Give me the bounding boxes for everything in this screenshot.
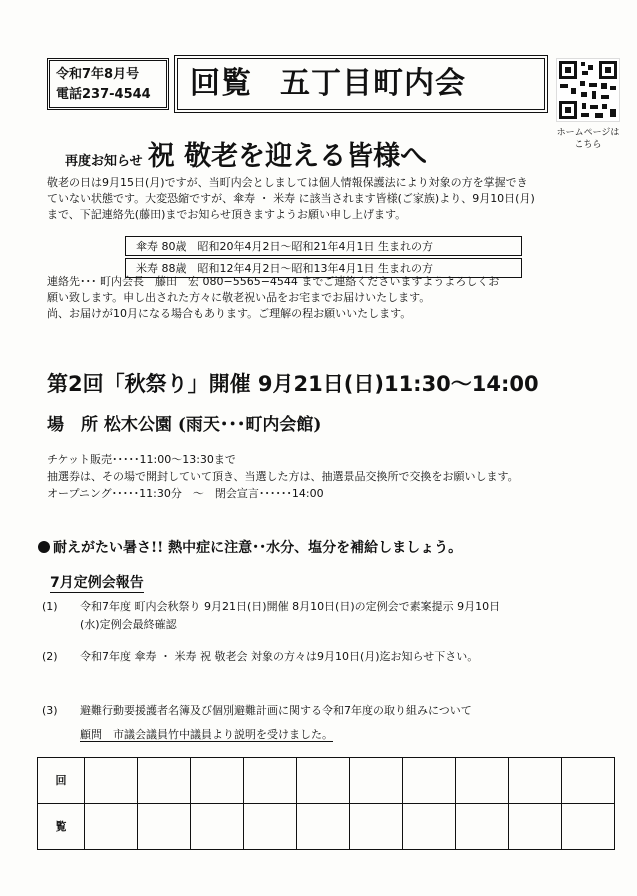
stamp-cell[interactable] [508, 758, 561, 804]
detail-line: オープニング･････11:30分 〜 閉会宣言･･････14:00 [47, 487, 324, 500]
stamp-cell[interactable] [296, 758, 349, 804]
stamp-cell[interactable] [296, 804, 349, 850]
item-line-underlined: 顧問 市議会議員竹中議員より説明を受けました。 [80, 728, 333, 741]
detail-line: 抽選券は、その場で開封していて頂き、当選した方は、抽選景品交換所で交換をお願いします。 [47, 470, 519, 483]
qr-caption-line-1: ホームページは [556, 128, 620, 138]
notice-line: ていない状態です。大変恐縮ですが、傘寿 ・ 米寿 に該当されます皆様(ご家族)より、9月10日(月) [47, 192, 535, 205]
headline [65, 134, 427, 173]
stamp-cell[interactable] [84, 758, 137, 804]
item-number: (2) [42, 650, 58, 663]
stamp-cell[interactable] [137, 758, 190, 804]
contact-line: 連絡先･･･ 町内会長 藤田 宏 080−5565−4544 までご連絡くださいますようよろしくお [47, 275, 500, 288]
item-number: (3) [42, 704, 58, 717]
notice-line: まで、下記連絡先(藤田)までお知らせ頂きますようお願い申し上げます。 [47, 208, 407, 221]
item-line: (水)定例会最終確認 [80, 618, 177, 631]
item-line [80, 726, 333, 744]
stamp-cell[interactable] [561, 758, 614, 804]
heat-warning-text: 耐えがたい暑さ!! 熱中症に注意･･水分、塩分を補給しましょう。 [53, 540, 463, 556]
stamp-cell[interactable] [190, 804, 243, 850]
stamp-cell[interactable] [84, 804, 137, 850]
headline-prefix: 再度お知らせ [65, 154, 143, 169]
item-number: (1) [42, 600, 58, 613]
qr-code-icon[interactable] [556, 58, 620, 122]
bullet-icon [38, 541, 50, 553]
circulation-label-2: 覧 [38, 804, 85, 850]
notice-line: 敬老の日は9月15日(月)ですが、当町内会としましては個人情報保護法により対象の方を掌握でき [47, 176, 528, 189]
issue-label: 令和7年8月号 [56, 67, 140, 82]
phone-label: 電話237-4544 [56, 87, 151, 102]
stamp-cell[interactable] [455, 804, 508, 850]
report-heading: 7月定例会報告 [50, 572, 144, 593]
item-line: 令和7年度 傘寿 ・ 米寿 祝 敬老会 対象の方々は9月10日(月)迄お知らせ下さい。 [80, 650, 479, 663]
festival-details [47, 451, 519, 502]
circulation-table [37, 757, 615, 850]
keirou-notice [47, 175, 617, 223]
item-line: 避難行動要援護者名簿及び個別避難計画に関する令和7年度の取り組みについて [80, 704, 472, 717]
stamp-cell[interactable] [190, 758, 243, 804]
festival-title: 第2回「秋祭り」開催 9月21日(日)11:30〜14:00 [47, 372, 539, 396]
stamp-cell[interactable] [243, 804, 296, 850]
circulation-title: 回覧 [190, 66, 252, 101]
stamp-cell[interactable] [402, 804, 455, 850]
headline-main: 祝 敬老を迎える皆様へ [147, 141, 428, 172]
stamp-cell[interactable] [455, 758, 508, 804]
stamp-cell[interactable] [137, 804, 190, 850]
qr-caption-line-2: こちら [574, 140, 602, 150]
detail-line: チケット販売･････11:00〜13:30まで [47, 453, 236, 466]
age-row-88: 米寿 88歳 昭和12年4月2日〜昭和13年4月1日 生まれの方 [125, 258, 522, 278]
contact-line: 尚、お届けが10月になる場合もあります。ご理解の程お願いいたします。 [47, 307, 412, 320]
stamp-cell[interactable] [349, 804, 402, 850]
stamp-cell[interactable] [349, 758, 402, 804]
newsletter-title [174, 55, 548, 113]
item-line: 令和7年度 町内会秋祭り 9月21日(日)開催 8月10日(日)の定例会で素案提示 9月10日 [80, 600, 501, 613]
age-row-80: 傘寿 80歳 昭和20年4月2日〜昭和21年4月1日 生まれの方 [125, 236, 522, 256]
festival-venue: 場 所 松木公園 (雨天･･･町内会館) [47, 415, 322, 435]
contact-notice [47, 274, 617, 322]
stamp-cell[interactable] [561, 804, 614, 850]
circulation-label-1: 回 [38, 758, 85, 804]
heat-warning [38, 537, 462, 557]
qr-caption [548, 127, 628, 151]
contact-line: 願い致します。申し出された方々に敬老祝い品をお宅までお届けいたします。 [47, 291, 431, 304]
report-item-3 [42, 702, 612, 744]
stamp-cell[interactable] [402, 758, 455, 804]
stamp-cell[interactable] [243, 758, 296, 804]
issue-box [47, 58, 169, 110]
report-item-1 [42, 598, 612, 634]
report-item-2 [42, 648, 612, 666]
stamp-cell[interactable] [508, 804, 561, 850]
association-title: 五丁目町内会 [280, 66, 466, 101]
